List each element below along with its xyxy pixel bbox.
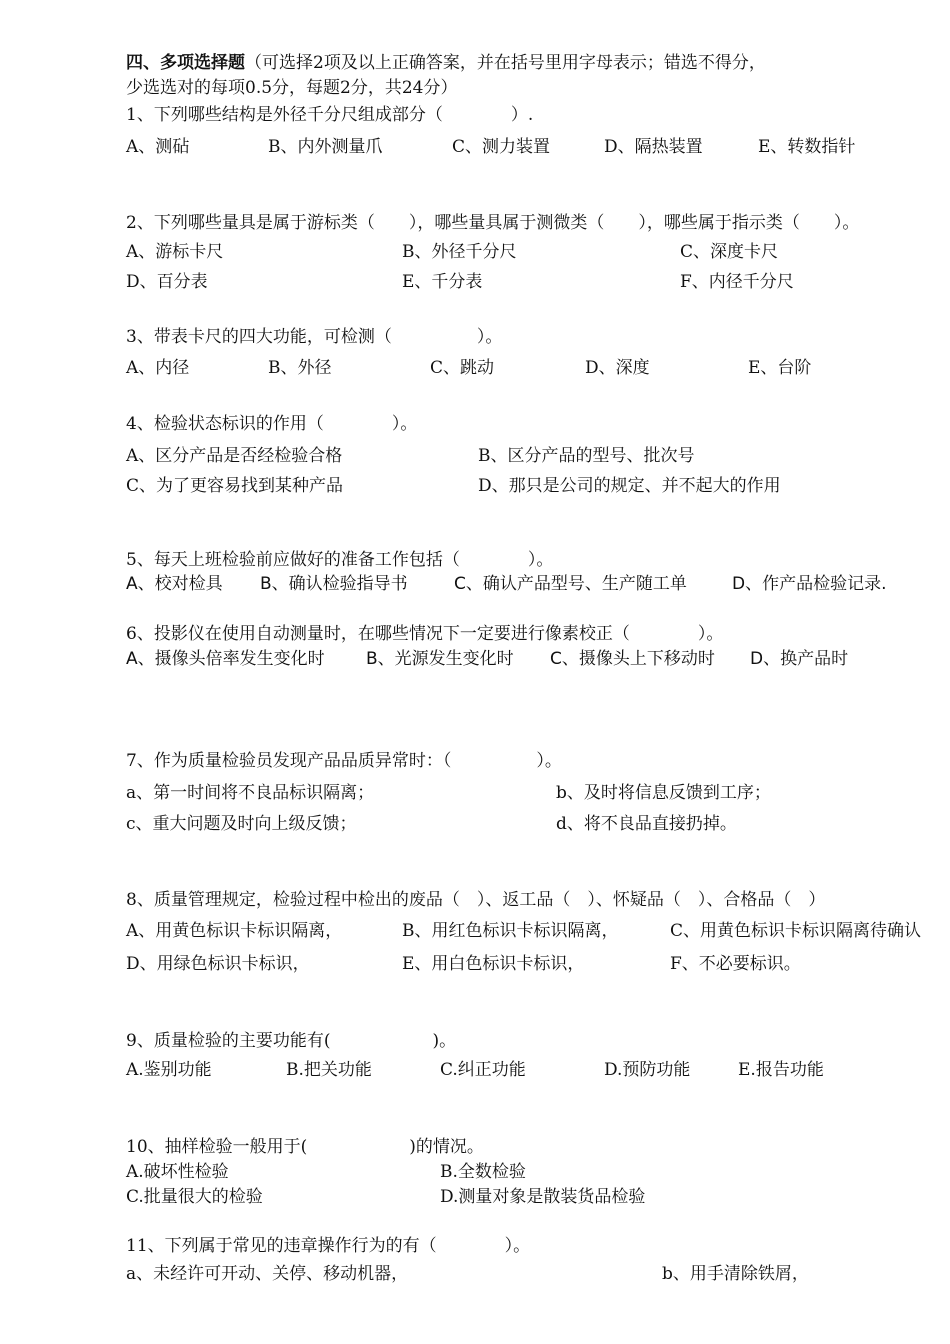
section-title: 四、多项选择题 (126, 53, 245, 73)
q1-option-e: E、转数指针 (758, 137, 856, 157)
question-2-stem: 2、下列哪些量具是属于游标类（ ），哪些量具属于测微类（ ），哪些属于指示类（ ）。 (126, 213, 860, 233)
q6-option-c: C、摄像头上下移动时 (550, 649, 715, 669)
q4-option-c: C、为了更容易找到某种产品 (126, 476, 344, 496)
q1-option-c: C、测力装置 (452, 137, 551, 157)
q9-option-e: E.报告功能 (738, 1060, 824, 1080)
q3-option-c: C、跳动 (430, 358, 495, 378)
q4-option-b: B、区分产品的型号、批次号 (478, 446, 695, 466)
q8-option-d: D、用绿色标识卡标识， (126, 954, 310, 974)
q7-option-d: d、将不良品直接扔掉。 (556, 814, 737, 834)
q8-option-a: A、用黄色标识卡标识隔离， (126, 921, 343, 941)
q11-option-b: b、用手清除铁屑， (662, 1264, 809, 1284)
question-4-stem: 4、检验状态标识的作用（ ）。 (126, 414, 418, 434)
section-header (126, 52, 766, 74)
q4-option-d: D、那只是公司的规定、并不起大的作用 (478, 476, 781, 496)
question-3-stem: 3、带表卡尺的四大功能，可检测（ ）。 (126, 327, 503, 347)
q5-option-d: D、作产品检验记录. (732, 574, 887, 594)
section-instructions-line1: （可选择2项及以上正确答案，并在括号里用字母表示；错选不得分， (245, 53, 766, 73)
section-instructions-line2: 少选选对的每项0.5分，每题2分，共24分） (126, 78, 458, 98)
q2-option-e: E、千分表 (402, 272, 483, 292)
q9-option-b: B.把关功能 (286, 1060, 372, 1080)
question-10-stem: 10、抽样检验一般用于( )的情况。 (126, 1137, 484, 1157)
question-6-stem: 6、投影仪在使用自动测量时，在哪些情况下一定要进行像素校正（ ）。 (126, 624, 724, 644)
q6-option-b: B、光源发生变化时 (366, 649, 514, 669)
q7-option-a: a、第一时间将不良品标识隔离； (126, 783, 375, 803)
q2-option-a: A、游标卡尺 (126, 242, 224, 262)
q3-option-d: D、深度 (585, 358, 650, 378)
q5-option-c: C、确认产品型号、生产随工单 (454, 574, 687, 594)
q10-option-b: B.全数检验 (440, 1162, 526, 1182)
q2-option-b: B、外径千分尺 (402, 242, 517, 262)
q6-option-d: D、换产品时 (750, 649, 849, 669)
q8-option-e: E、用白色标识卡标识， (402, 954, 585, 974)
q1-option-a: A、测砧 (126, 137, 190, 157)
question-1-stem: 1、下列哪些结构是外径千分尺组成部分（ ）. (126, 105, 534, 125)
q5-option-a: A、校对检具 (126, 574, 223, 594)
q3-option-a: A、内径 (126, 358, 190, 378)
q11-option-a: a、未经许可开动、关停、移动机器， (126, 1264, 409, 1284)
q7-option-b: b、及时将信息反馈到工序； (556, 783, 771, 803)
q10-option-c: C.批量很大的检验 (126, 1187, 263, 1207)
q8-option-f: F、不必要标识。 (670, 954, 801, 974)
q1-option-b: B、内外测量爪 (268, 137, 383, 157)
q10-option-a: A.破坏性检验 (126, 1162, 229, 1182)
q3-option-e: E、台阶 (748, 358, 812, 378)
q1-option-d: D、隔热装置 (604, 137, 703, 157)
q7-option-c: c、重大问题及时向上级反馈； (126, 814, 357, 834)
q5-option-b: B、确认检验指导书 (260, 574, 408, 594)
q3-option-b: B、外径 (268, 358, 332, 378)
q8-option-b: B、用红色标识卡标识隔离， (402, 921, 619, 941)
q9-option-c: C.纠正功能 (440, 1060, 526, 1080)
q9-option-d: D.预防功能 (604, 1060, 691, 1080)
question-7-stem: 7、作为质量检验员发现产品品质异常时：（ ）。 (126, 751, 562, 771)
question-5-stem: 5、每天上班检验前应做好的准备工作包括（ ）。 (126, 550, 554, 570)
question-8-stem: 8、质量管理规定，检验过程中检出的废品（ ）、返工品（ ）、怀疑品（ ）、合格品（ ） (126, 890, 826, 910)
q6-option-a: A、摄像头倍率发生变化时 (126, 649, 325, 669)
question-11-stem: 11、下列属于常见的违章操作行为的有（ ）。 (126, 1236, 531, 1256)
q2-option-f: F、内径千分尺 (680, 272, 794, 292)
q2-option-d: D、百分表 (126, 272, 208, 292)
q8-option-c: C、用黄色标识卡标识隔离待确认 (670, 921, 922, 941)
question-9-stem: 9、质量检验的主要功能有( )。 (126, 1031, 457, 1051)
q4-option-a: A、区分产品是否经检验合格 (126, 446, 343, 466)
q10-option-d: D.测量对象是散装货品检验 (440, 1187, 646, 1207)
q9-option-a: A.鉴别功能 (126, 1060, 212, 1080)
q2-option-c: C、深度卡尺 (680, 242, 779, 262)
